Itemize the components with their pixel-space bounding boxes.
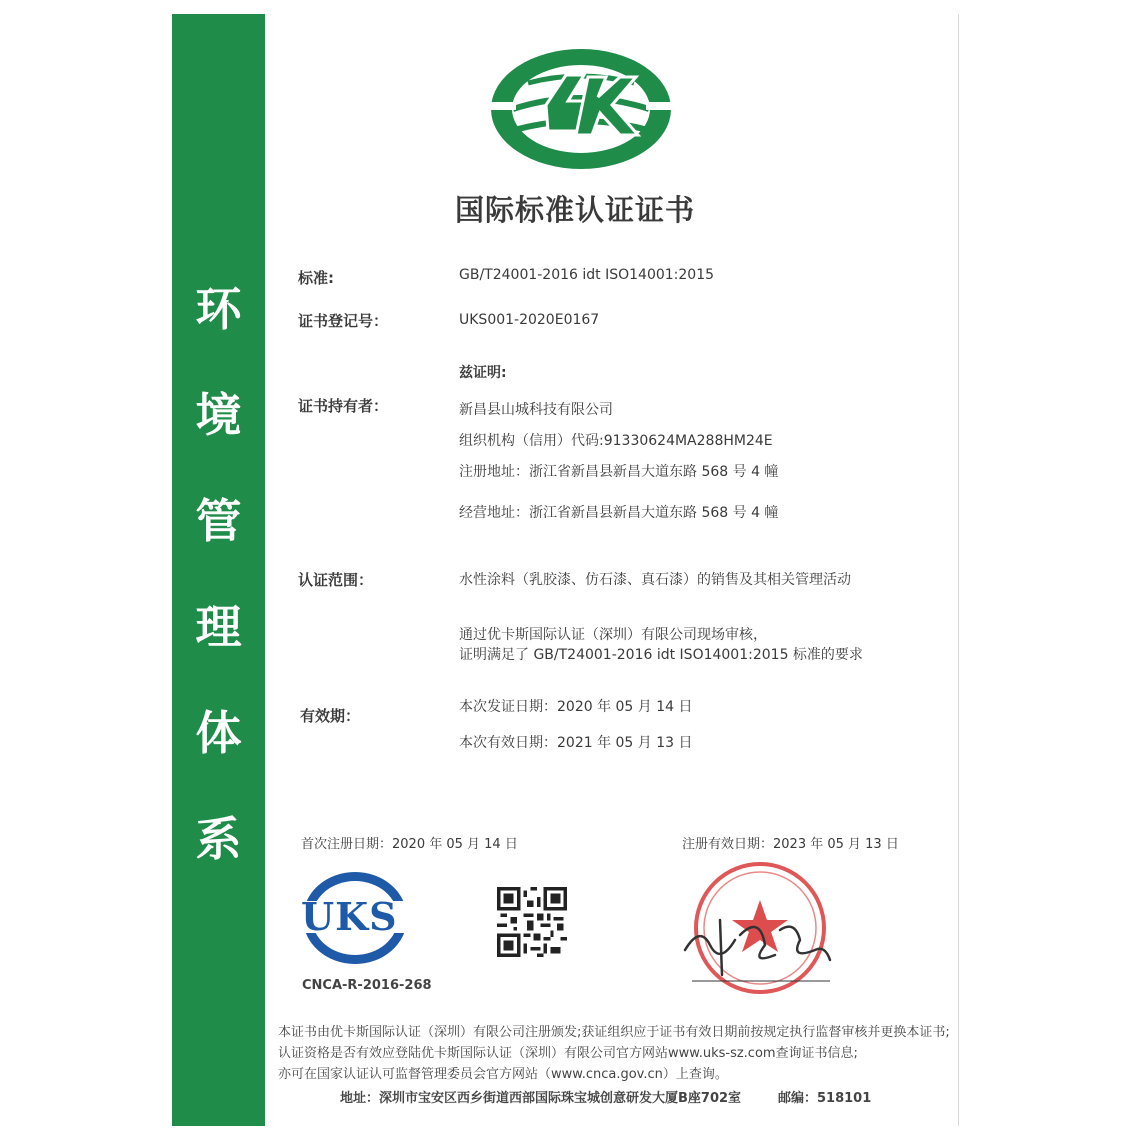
sidebar-char: 系: [195, 812, 242, 866]
audit-line-2: 证明满足了 GB/T24001-2016 idt ISO14001:2015 标准的要求: [459, 647, 863, 663]
footer-line-1: 本证书由优卡斯国际认证（深圳）有限公司注册颁发;获证组织应于证书有效日期前按规定执行监督审核并更换本证书;: [278, 1025, 950, 1040]
footer-line-3: 亦可在国家认证认可监督管理委员会官方网站（www.cnca.gov.cn）上查询。: [278, 1067, 728, 1082]
signature-icon: [680, 905, 840, 989]
expiry-date: 本次有效日期：2021 年 05 月 13 日: [459, 735, 693, 751]
sidebar-band: [172, 14, 265, 1126]
certificate-title: 国际标准认证证书: [455, 193, 696, 227]
business-address: 经营地址：浙江省新昌县新昌大道东路 568 号 4 幢: [459, 505, 779, 521]
registration-label: 证书登记号：: [298, 312, 389, 330]
footer-line-2: 认证资格是否有效应登陆优卡斯国际认证（深圳）有限公司官方网站www.uks-sz.com查询证书信息;: [278, 1046, 858, 1061]
qr-code-icon[interactable]: [497, 887, 567, 961]
registration-value: UKS001-2020E0167: [459, 312, 600, 328]
scope-value: 水性涂料（乳胶漆、仿石漆、真石漆）的销售及其相关管理活动: [459, 572, 851, 588]
registered-address: 注册地址：浙江省新昌县新昌大道东路 568 号 4 幢: [459, 464, 779, 480]
sidebar-char: 境: [195, 388, 242, 442]
uks-logo-text: UKS: [301, 894, 398, 939]
globe-logo-icon: [488, 47, 674, 175]
sidebar-char: 理: [195, 600, 242, 654]
standard-label: 标准:: [298, 269, 334, 287]
cnca-number: CNCA-R-2016-268: [302, 978, 432, 993]
standard-value: GB/T24001-2016 idt ISO14001:2015: [459, 267, 715, 283]
issue-date: 本次发证日期：2020 年 05 月 14 日: [459, 699, 693, 715]
holder-label: 证书持有者：: [298, 397, 389, 415]
footer-postcode: 邮编：518101: [778, 1091, 872, 1106]
first-registration-date: 首次注册日期：2020 年 05 月 14 日: [301, 837, 518, 852]
scope-label: 认证范围：: [298, 571, 374, 589]
sidebar-char: 体: [195, 706, 242, 760]
footer-address: 地址：深圳市宝安区西乡街道西部国际珠宝城创意研发大厦B座702室: [340, 1091, 742, 1106]
sidebar-char: 管: [195, 494, 242, 548]
certify-note: 兹证明:: [459, 365, 507, 381]
validity-label: 有效期：: [300, 707, 361, 725]
sidebar-char: 环: [195, 282, 242, 336]
org-code: 组织机构（信用）代码:91330624MA288HM24E: [459, 433, 773, 449]
registration-valid-date: 注册有效日期：2023 年 05 月 13 日: [682, 837, 899, 852]
holder-name: 新昌县山城科技有限公司: [459, 402, 613, 418]
audit-line-1: 通过优卡斯国际认证（深圳）有限公司现场审核，: [459, 627, 767, 643]
